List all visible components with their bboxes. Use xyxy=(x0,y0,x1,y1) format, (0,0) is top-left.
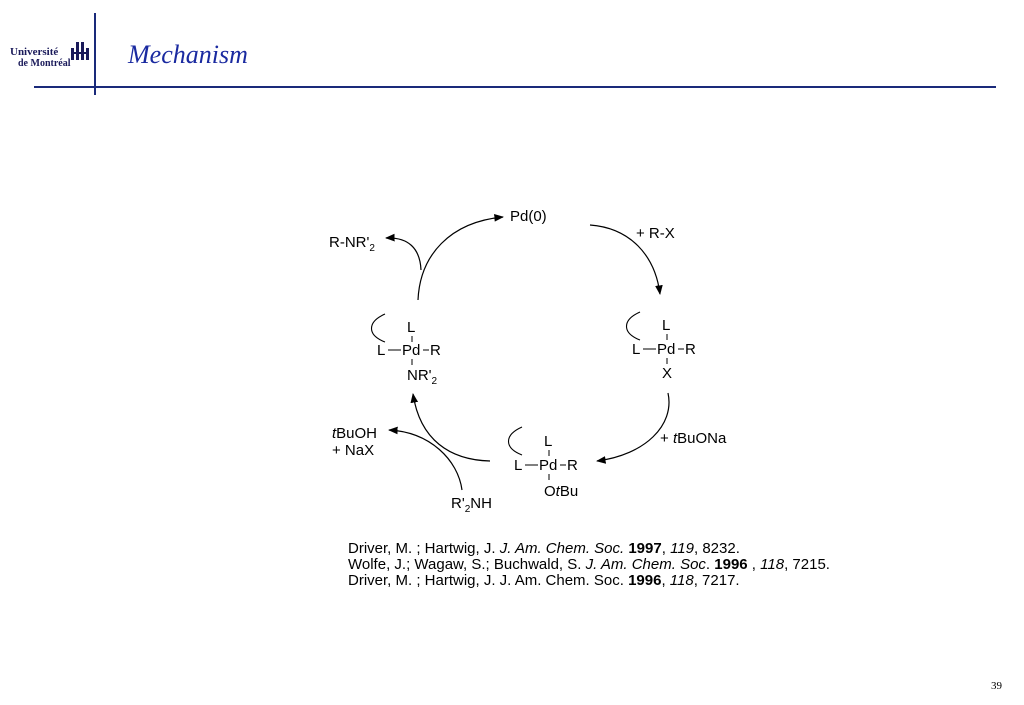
complex-left-metal: Pd xyxy=(402,342,421,359)
chelate-arc-left xyxy=(372,314,386,342)
reagent-rx-label: + R-X xyxy=(636,225,675,242)
references-block xyxy=(348,541,830,589)
byproduct-nax-label: + NaX xyxy=(332,442,375,459)
complex-right-halide: X xyxy=(662,365,673,382)
complex-left-group-r: R xyxy=(430,342,441,359)
page-number: 39 xyxy=(991,680,1002,692)
arrow-amine-coordination xyxy=(413,394,490,461)
byproduct-tbuoh-label: tBuOH xyxy=(332,425,378,442)
complex-bottom-ligand-top: L xyxy=(544,433,553,450)
complex-right-group-r: R xyxy=(685,341,696,358)
complex-left xyxy=(372,314,442,387)
reference-3: Driver, M. ; Hartwig, J. J. Am. Chem. Soc. 1996, 118, 7217. xyxy=(348,572,740,589)
chelate-arc-right xyxy=(627,312,641,340)
slide-title: Mechanism xyxy=(128,40,248,69)
complex-bottom-metal: Pd xyxy=(539,457,558,474)
complex-bottom-alkoxide: OtBu xyxy=(544,483,579,500)
reagent-base-label: + tBuONa xyxy=(660,430,727,447)
pd0-label: Pd(0) xyxy=(510,208,547,225)
reference-1: Driver, M. ; Hartwig, J. J. Am. Chem. Soc. 1997, 119, 8232. xyxy=(348,540,740,557)
complex-right-ligand-top: L xyxy=(662,317,671,334)
complex-right-metal: Pd xyxy=(657,341,676,358)
logo-text-line1: Université xyxy=(10,46,59,58)
complex-right-ligand-left: L xyxy=(632,341,641,358)
complex-left-ligand-top: L xyxy=(407,319,416,336)
arrow-product-release xyxy=(386,238,421,270)
reference-2: Wolfe, J.; Wagaw, S.; Buchwald, S. J. Am. Chem. Soc. 1996 , 118, 7215. xyxy=(348,556,830,573)
complex-bottom-group-r: R xyxy=(567,457,578,474)
complex-left-amido: $NR'_2$ xyxy=(407,367,438,387)
amine-label: $R'_2NH$ xyxy=(451,495,492,515)
logo-text-line2: de Montréal xyxy=(18,58,71,69)
arrow-ligand-exchange xyxy=(597,393,669,461)
complex-right xyxy=(627,312,697,382)
complex-bottom xyxy=(509,427,579,500)
arrow-byproduct-release xyxy=(389,430,462,490)
product-label: $R-NR'_2$ xyxy=(329,234,375,254)
complex-left-ligand-left: L xyxy=(377,342,386,359)
arrow-reductive-elimination xyxy=(418,217,503,300)
complex-bottom-ligand-left: L xyxy=(514,457,523,474)
chelate-arc-bottom xyxy=(509,427,523,455)
